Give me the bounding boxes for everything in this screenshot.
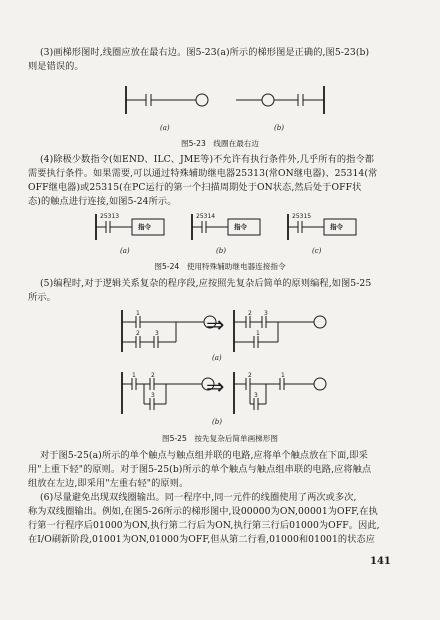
fig24-sub-b: (b)	[216, 247, 226, 255]
para4-line2: 用"上重下轻"的原则。对于图5-25(b)所示的单个触点与触点组串联的电路,应将触点	[28, 464, 372, 475]
fig25a-right-label-2: 2	[248, 310, 252, 317]
fig25b-right-label-3: 3	[254, 392, 258, 399]
fig25a-left-label-3: 3	[155, 330, 159, 337]
ladder-diagram-5-25b-right	[230, 370, 330, 416]
ladder-diagram-5-24a	[92, 210, 176, 244]
fig25a-right-label-1: 1	[256, 330, 260, 337]
fig23-caption: 图5-23 线圈在最右边	[181, 139, 259, 148]
fig24-box-a: 指令	[138, 223, 151, 231]
fig25-sub-b: (b)	[212, 418, 222, 426]
fig25b-transform-arrow: ⇒	[206, 375, 225, 400]
para2-line1: (4)除极少数指令(如END、ILC、JME等)不允许有执行条件外,几乎所有的指令都	[40, 154, 375, 165]
fig24-box-c: 指令	[330, 223, 343, 231]
fig25b-right-label-2: 2	[248, 372, 252, 379]
fig25a-left-label-2: 2	[136, 330, 140, 337]
ladder-diagram-5-25a-right	[230, 308, 330, 354]
para1-line2: 则是错误的。	[28, 61, 84, 72]
fig25b-left-label-2: 2	[151, 372, 155, 379]
para2-line2: 需要执行条件。如果需要,可以通过特殊辅助继电器25313(常ON继电器)、25314(常	[28, 168, 378, 179]
para5-line1: (6)尽量避免出现双线圈输出。同一程序中,同一元件的线圈使用了两次或多次,	[40, 492, 357, 503]
ladder-diagram-5-25a-left	[118, 308, 218, 354]
fig25a-transform-arrow: ⇒	[206, 313, 225, 338]
para3-line1: (5)编程时,对于逻辑关系复杂的程序段,应按照先复杂后简单的原则编程,如图5-25	[40, 278, 372, 289]
ladder-diagram-5-23a	[118, 80, 218, 120]
fig25a-right-label-3: 3	[264, 310, 268, 317]
fig24-contact-b-label: 25314	[196, 213, 216, 220]
para4-line3: 组放在左边,即采用"左重右轻"的原则。	[28, 478, 189, 489]
para5-line3: 行第一行程序后01000为ON,执行第二行后为ON,执行第三行后01000为OFF。因此,	[28, 520, 380, 531]
ladder-diagram-5-23b	[232, 80, 332, 120]
para5-line4: 在I/O刷新阶段,01001为ON,01000为OFF,但从第二行看,01000和01001的状态应	[28, 534, 376, 545]
fig23-sub-a: (a)	[160, 124, 170, 132]
fig25-sub-a: (a)	[212, 354, 222, 362]
fig24-contact-c-label: 25315	[292, 213, 312, 220]
fig24-caption: 图5-24 使用特殊辅助继电器连接指令	[154, 262, 286, 271]
ladder-diagram-5-24c	[284, 210, 368, 244]
para3-line2: 所示。	[28, 292, 56, 303]
fig23-sub-b: (b)	[274, 124, 284, 132]
page-number: 141	[370, 556, 391, 567]
fig24-sub-a: (a)	[120, 247, 130, 255]
fig24-contact-a-label: 25313	[100, 213, 120, 220]
para4-line1: 对于图5-25(a)所示的单个触点与触点组并联的电路,应将单个触点放在下面,即采	[40, 450, 368, 461]
fig25a-left-label-1: 1	[136, 310, 140, 317]
fig25-caption: 图5-25 按先复杂后简单画梯形图	[162, 434, 278, 443]
ladder-diagram-5-24b	[188, 210, 272, 244]
fig25b-left-label-3: 3	[151, 392, 155, 399]
fig24-sub-c: (c)	[312, 247, 322, 255]
fig25b-right-label-1: 1	[281, 372, 285, 379]
para5-line2: 称为双线圈输出。例如,在图5-26所示的梯形图中,设00000为ON,00001为OFF,在执	[28, 506, 378, 517]
para1-line1: (3)画梯形图时,线圈应放在最右边。图5-23(a)所示的梯形图是正确的,图5-23(b)	[40, 47, 370, 58]
fig24-box-b: 指令	[234, 223, 247, 231]
fig25b-left-label-1: 1	[132, 372, 136, 379]
para2-line4: 态)的触点进行连接,如图5-24所示。	[28, 196, 177, 207]
para2-line3: OFF继电器)或25315(在PC运行的第一个扫描周期处于ON状态,然后处于OFF状	[28, 182, 362, 193]
